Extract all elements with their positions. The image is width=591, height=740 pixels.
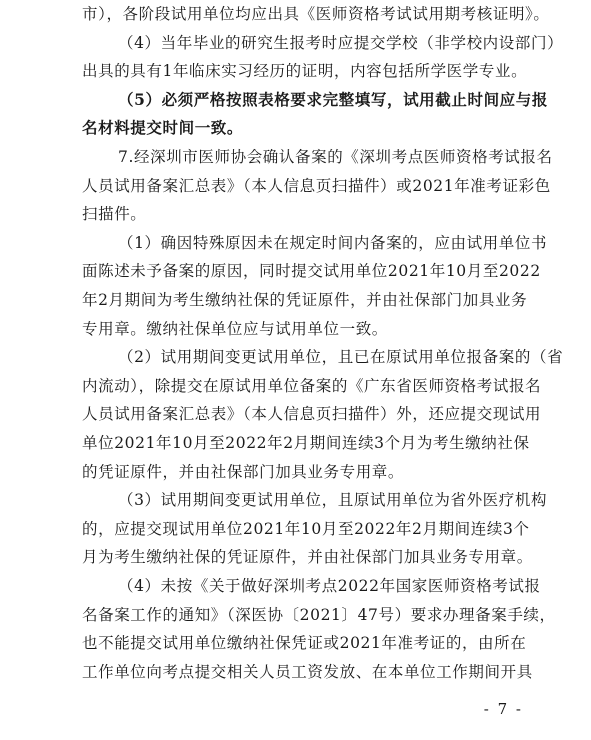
- text-line: 也不能提交试用单位缴纳社保凭证或2021年准考证的，由所在: [82, 634, 527, 653]
- text-line: 出具的具有1年临床实习经历的证明，内容包括所学医学专业。: [82, 62, 528, 81]
- text-line: 的凭证原件，并由社保部门加具业务专用章。: [82, 462, 405, 481]
- text-line: 年2月期间为考生缴纳社保的凭证原件，并由社保部门加具业务: [82, 291, 528, 309]
- text-line: 月为考生缴纳社保的凭证原件，并由社保部门加具业务专用章。: [82, 548, 533, 567]
- text-line: 的，应提交现试用单位2021年10月至2022年2月期间连续3个: [82, 519, 530, 538]
- text-line: 市），各阶段试用单位均应出具《医师资格考试试用期考核证明》。: [82, 5, 550, 23]
- text-line: （4）未按《关于做好深圳考点2022年国家医师资格考试报: [118, 577, 541, 595]
- text-line: 专用章。缴纳社保单位应与试用单位一致。: [82, 319, 388, 338]
- text-line: 名材料提交时间一致。: [82, 118, 244, 138]
- text-line: 人员试用备案汇总表》（本人信息页扫描件）外，还应提交现试用: [82, 405, 542, 424]
- text-line: （2）试用期间变更试用单位，且已在原试用单位报备案的（省: [118, 348, 564, 367]
- text-line: 人员试用备案汇总表》（本人信息页扫描件）或2021年准考证彩色: [82, 176, 551, 195]
- text-line: （1）确因特殊原因未在规定时间内备案的，应由试用单位书: [118, 233, 548, 252]
- text-line: 单位2021年10月至2022年2月期间连续3个月为考生缴纳社保: [82, 434, 530, 452]
- text-line: 名备案工作的通知》（深医协〔2021〕47号）要求办理备案手续，: [82, 605, 556, 624]
- text-line: 7.经深圳市医师协会确认备案的《深圳考点医师资格考试报名: [118, 148, 553, 166]
- text-line: （3）试用期间变更试用单位，且原试用单位为省外医疗机构: [118, 491, 548, 510]
- text-line: 内流动），除提交在原试用单位备案的《广东省医师资格考试报名: [82, 376, 542, 395]
- text-line: 工作单位向考点提交相关人员工资发放、在本单位工作期间开具: [82, 662, 533, 681]
- page-number: - 7 -: [483, 700, 523, 718]
- text-line: 扫描件。: [82, 205, 147, 224]
- text-line: 面陈述未予备案的原因，同时提交试用单位2021年10月至2022: [82, 262, 541, 281]
- text-line: （5）必须严格按照表格要求完整填写，试用截止时间应与报: [118, 89, 548, 109]
- text-line: （4）当年毕业的研究生报考时应提交学校（非学校内设部门）: [118, 33, 564, 52]
